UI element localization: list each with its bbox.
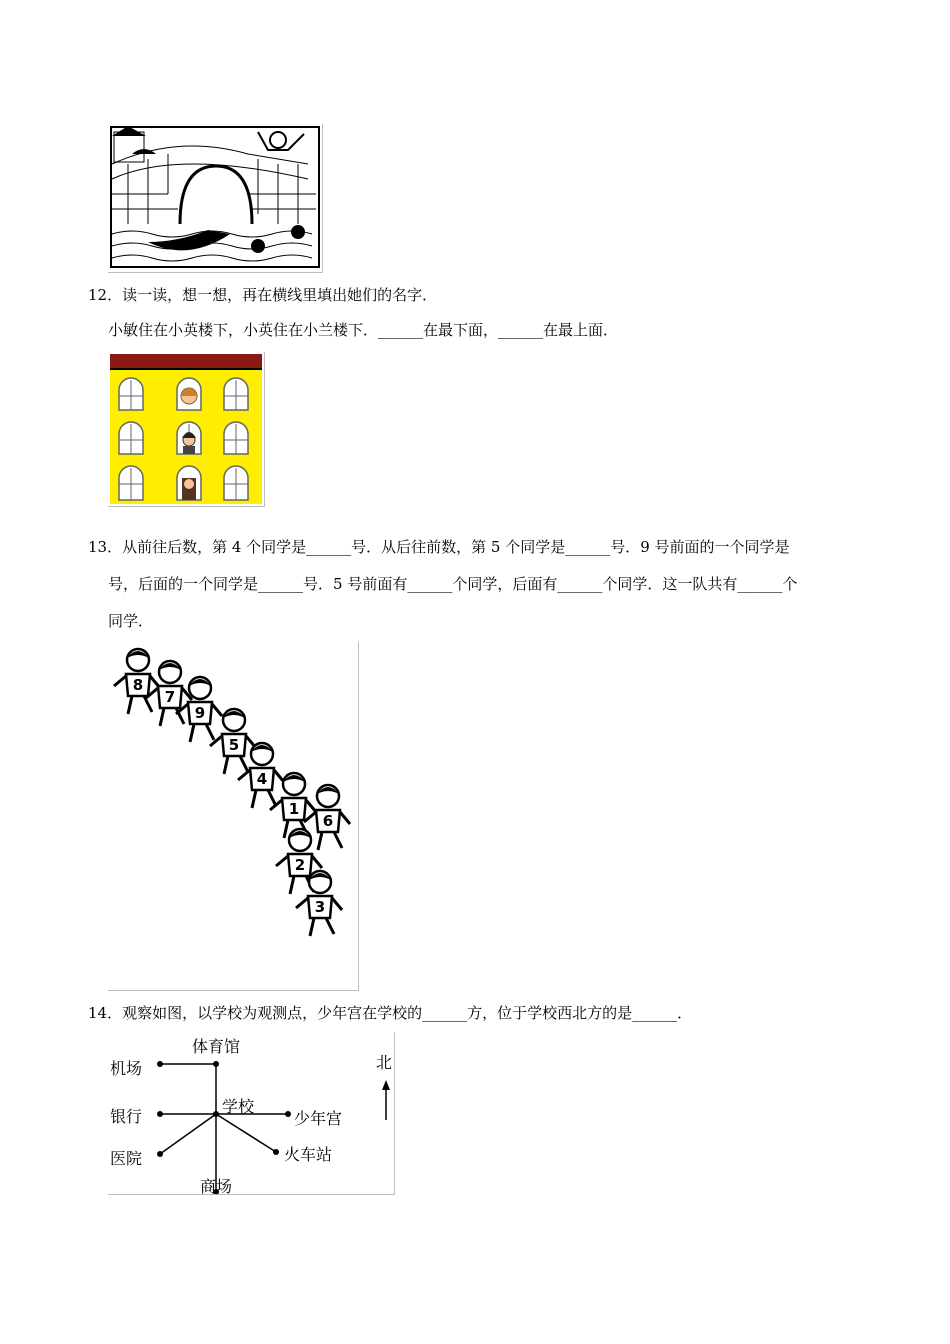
runner-number: 9 (194, 704, 206, 722)
bridge-scene-drawing (108, 124, 322, 272)
map-label-airport: 机场 (110, 1059, 143, 1078)
runners-queue-image (108, 642, 359, 991)
map-label-stadium: 体育馆 (192, 1037, 241, 1056)
question-13-line-1: 13．从前往后数，第 4 个同学是______号．从后往前数，第 5 个同学是______号．9 号前面的一个同学是 (88, 538, 790, 556)
direction-map (108, 1032, 395, 1195)
question-12-title: 12．读一读，想一想，再在横线里填出她们的名字． (88, 286, 438, 304)
runner-number: 1 (288, 800, 300, 818)
runner-figure (210, 709, 256, 774)
runner-number: 7 (164, 688, 176, 706)
map-label-bank: 银行 (110, 1107, 143, 1126)
question-14-title: 14．观察如图，以学校为观测点，少年宫在学校的______方，位于学校西北方的是______． (88, 1004, 693, 1022)
map-north-label: 北 (376, 1053, 393, 1072)
runner-figure (270, 773, 316, 838)
runner-number: 8 (132, 676, 144, 694)
bridge-scene-image (108, 124, 323, 273)
runners-drawing (108, 642, 358, 990)
map-label-youth-palace: 少年宫 (294, 1109, 343, 1128)
map-label-school: 学校 (222, 1097, 255, 1116)
runner-figure (296, 871, 342, 936)
runner-figure (146, 661, 192, 726)
building-drawing (108, 352, 264, 506)
map-label-train-station: 火车站 (284, 1145, 333, 1164)
runner-number: 4 (256, 770, 268, 788)
runner-number: 6 (322, 812, 334, 830)
question-12-text: 小敏住在小英楼下，小英住在小兰楼下．______在最下面，______在最上面． (108, 321, 619, 339)
runner-number: 5 (228, 736, 240, 754)
runner-figure (114, 649, 160, 714)
question-13-line-3: 同学． (108, 612, 154, 630)
runner-number: 3 (314, 898, 326, 916)
runner-number: 2 (294, 856, 306, 874)
map-label-hospital: 医院 (110, 1149, 143, 1168)
question-13-line-2: 号，后面的一个同学是______号．5 号前面有______个同学，后面有______个同学．这一队共有______个 (108, 575, 798, 593)
yellow-building-image (108, 352, 265, 507)
map-label-mall: 商场 (200, 1177, 233, 1196)
